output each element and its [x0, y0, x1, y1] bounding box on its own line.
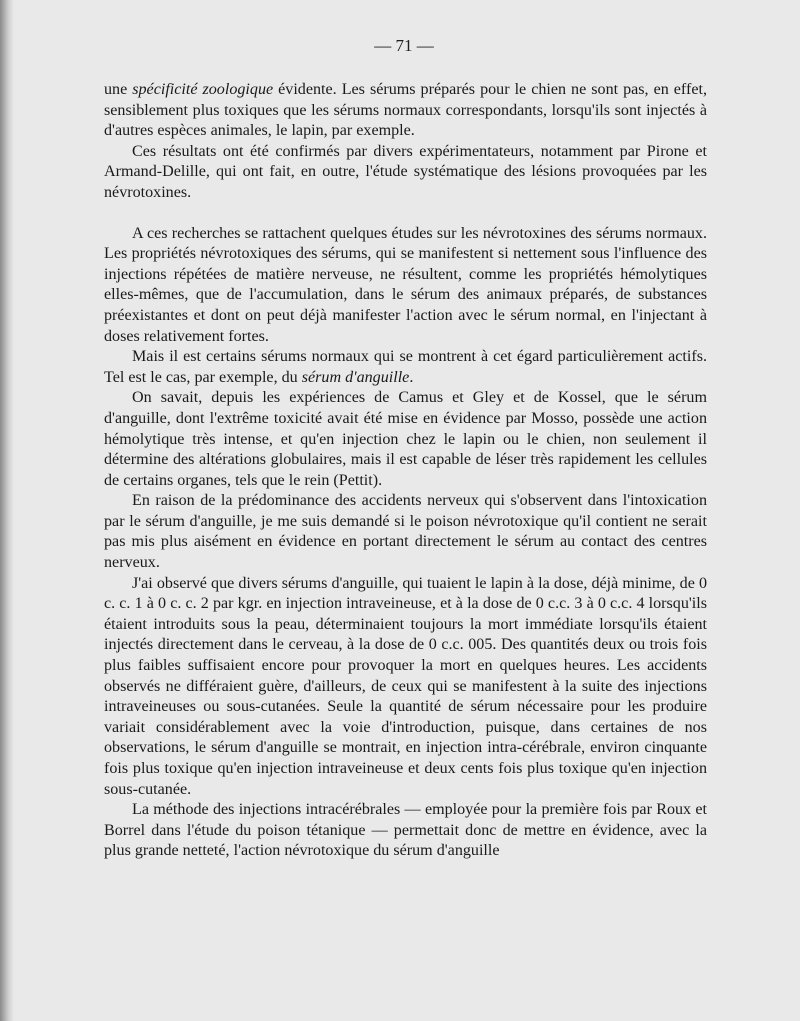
page-number: — 71 —: [374, 36, 434, 55]
italic-text-segment: spécificité zoologique: [132, 81, 274, 98]
paragraph: [104, 800, 707, 862]
paragraph: [104, 80, 707, 142]
text-segment: évidente. Les sérums préparés pour le chien ne sont pas, en effet, sensiblement plus toxiques que les sérums normaux correspondants, lorsqu'ils sont injectés à d'autres espèces animales, le lapin, par exemple.: [104, 81, 707, 140]
text-segment: La méthode des injections intracérébrales — employée pour la première fois par Roux et Borrel dans l'étude du poison tétanique — permettait donc de mettre en évidence, avec la plus grande netteté, l'action névrotoxique du sérum d'anguille: [104, 801, 707, 860]
text-segment: une: [104, 81, 133, 98]
body-text: [104, 80, 707, 862]
paragraph: [104, 491, 707, 573]
paragraph: [104, 142, 707, 204]
text-segment: Ces résultats ont été confirmés par divers expérimentateurs, notamment par Pirone et Armand-Delille, qui ont fait, en outre, l'étude systématique des lésions provoquées par les névrotoxines.: [104, 142, 707, 201]
paragraph: [104, 347, 707, 388]
text-segment: Mais il est certains sérums normaux qui se montrent à cet égard particulièrement actifs. Tel est le cas, par exemple, du: [104, 348, 707, 386]
paragraph: [104, 388, 707, 491]
text-segment: J'ai observé que divers sérums d'anguille, qui tuaient le lapin à la dose, déjà minime, de 0 c. c. 1 à 0 c. c. 2 par kgr. en injection intraveineuse, et à la dose de 0 c.c. 3 à 0 c.c. 4 lorsqu'ils étaient introduits sous la peau, déterminaient toujours la mort immédiate lorsqu'ils étaient injectés directement dans le cerveau, à la dose de 0 c.c. 005. Des quantités deux ou trois fois plus faibles suffisaient encore pour provoquer la mort en quelques heures. Les accidents observés ne différaient guère, d'ailleurs, de ceux qui se manifestent à la suite des injections intraveineuses ou sous-cutanées. Seule la quantité de sérum nécessaire pour les produire variait considérablement avec la voie d'introduction, puisque, dans certaines de nos observations, le sérum d'anguille se montrait, en injection intra-cérébrale, environ cinquante fois plus toxique qu'en injection intraveineuse et deux cents fois plus toxique qu'en injection sous-cutanée.: [104, 574, 707, 798]
text-segment: En raison de la prédominance des accidents nerveux qui s'observent dans l'intoxication par le sérum d'anguille, je me suis demandé si le poison névrotoxique qu'il contient ne serait pas mis plus aisément en évidence en portant directement le sérum au contact des centres nerveux.: [104, 492, 707, 572]
paragraph: [104, 574, 707, 801]
binding-shadow: [0, 0, 14, 1021]
italic-text-segment: sérum d'anguille: [301, 368, 410, 386]
paragraph: [104, 224, 707, 348]
text-segment: On savait, depuis les expériences de Camus et Gley et de Kossel, que le sérum d'anguille, dont l'extrême toxicité avait été mise en évidence par Mosso, possède une action hémolytique très intense, et qu'en injection chez le lapin ou le chien, non seulement il détermine des altérations globulaires, mais il est capable de léser très rapidement les cellules de certains organes, tels que le rein (Pettit).: [104, 389, 707, 489]
text-segment: .: [409, 368, 414, 386]
text-segment: A ces recherches se rattachent quelques études sur les névrotoxines des sérums normaux. Les propriétés névrotoxiques des sérums, qui se manifestent si nettement sous l'influence des injections répétées de matière nerveuse, ne résultent, comme les propriétés hémolytiques elles-mêmes, que de l'accumulation, dans le sérum des animaux préparés, de substances préexistantes et dont on peut déjà manifester l'action avec le sérum normal, en l'injectant à doses relativement fortes.: [104, 224, 707, 345]
